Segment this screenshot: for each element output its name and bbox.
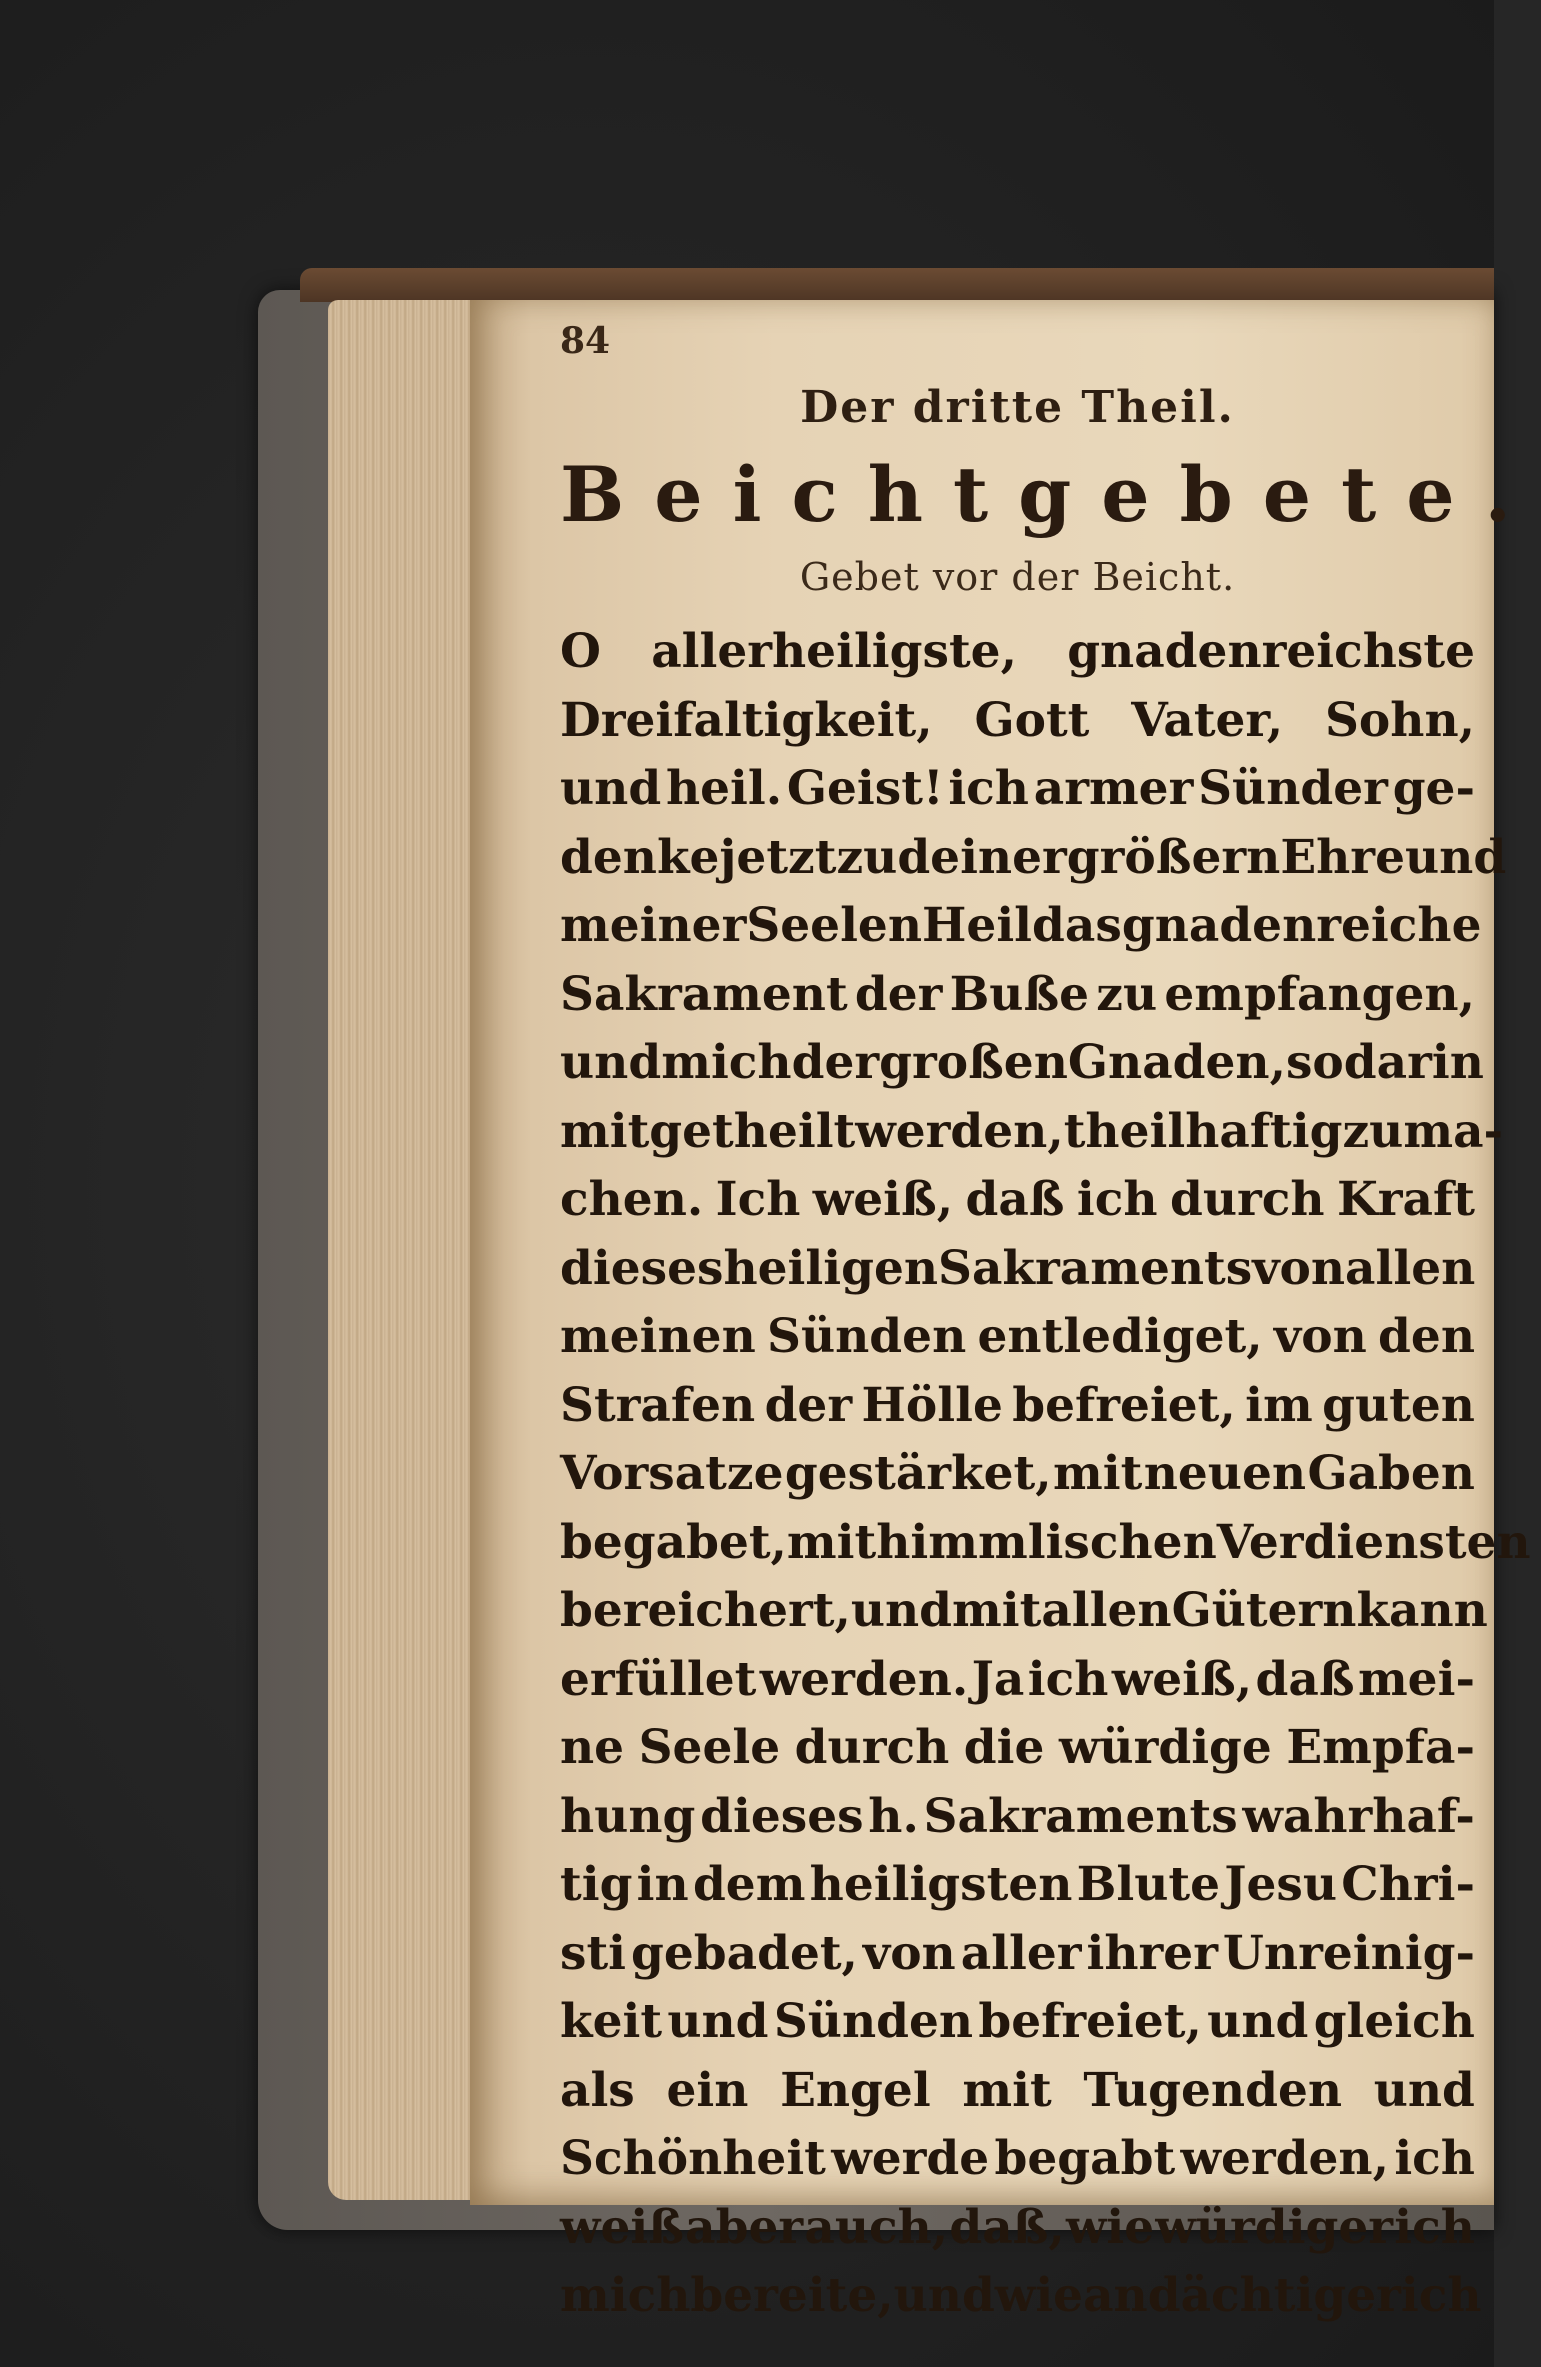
word: entlediget, xyxy=(977,1309,1263,1364)
word: wie xyxy=(1065,2199,1155,2255)
word: Kraft xyxy=(1336,1172,1475,1227)
word: in xyxy=(636,1857,689,1912)
word: mei- xyxy=(1357,1651,1475,1707)
word: von xyxy=(1252,1240,1346,1296)
word: Buße xyxy=(949,966,1090,1022)
word: guten xyxy=(1322,1377,1475,1433)
word: werden, xyxy=(1180,2131,1389,2186)
word: Dreifaltigkeit, xyxy=(560,692,933,748)
word: zu xyxy=(1342,1103,1404,1159)
word: mitgetheilt xyxy=(560,1103,856,1159)
page-text-area xyxy=(560,300,1541,2323)
word: der xyxy=(791,1035,880,1090)
word: größern xyxy=(1066,829,1281,885)
word: gleich xyxy=(1313,1994,1475,2049)
word: gnadenreichste xyxy=(1067,624,1475,679)
word: würdige xyxy=(1058,1720,1272,1775)
word: gestärket, xyxy=(784,1446,1052,1501)
word: werden. xyxy=(759,1651,969,1707)
word: und xyxy=(560,761,662,816)
word: Seelen xyxy=(746,898,923,953)
word: Gaben xyxy=(1307,1446,1475,1501)
word: großen xyxy=(879,1035,1068,1090)
prayer-subtitle: Gebet vor der Beicht. xyxy=(799,555,1236,599)
text-line xyxy=(560,687,1475,756)
word: durch xyxy=(1169,1172,1325,1227)
word: bereichert, xyxy=(560,1583,851,1638)
word: Sakraments xyxy=(923,1788,1238,1844)
word: gnadenreiche xyxy=(1121,898,1482,953)
word: das xyxy=(1032,898,1122,953)
text-line xyxy=(560,1988,1475,2057)
word: erfüllet xyxy=(560,1651,757,1707)
word: ihrer xyxy=(1086,1925,1218,1981)
word: himmlischen xyxy=(876,1514,1217,1570)
word: bereite, xyxy=(690,2268,894,2323)
word: und xyxy=(1207,1994,1309,2049)
word: Seele xyxy=(638,1720,781,1775)
word: den xyxy=(1378,1309,1475,1364)
word: h. xyxy=(868,1788,919,1844)
page-number: 84 xyxy=(560,320,611,362)
text-line xyxy=(560,2125,1475,2194)
word: der xyxy=(764,1377,853,1433)
word: Sünden xyxy=(773,1994,974,2049)
word: so xyxy=(1285,1035,1344,1090)
word: ich xyxy=(1394,2131,1475,2186)
word: allen xyxy=(1345,1240,1476,1296)
text-line xyxy=(560,892,1482,961)
word: wie xyxy=(994,2268,1084,2323)
word: dieses xyxy=(560,1240,724,1296)
text-line xyxy=(560,1646,1475,1715)
word: Sohn, xyxy=(1324,692,1475,748)
word: Heil xyxy=(922,898,1033,953)
word: durch xyxy=(794,1720,950,1775)
word: Sakraments xyxy=(938,1240,1253,1296)
word: ich xyxy=(948,761,1029,816)
word: Verdiensten xyxy=(1216,1514,1531,1570)
word: aber xyxy=(685,2199,804,2255)
text-line xyxy=(560,2262,1482,2331)
word: der xyxy=(854,966,943,1022)
word: und xyxy=(1373,2062,1475,2118)
word: und xyxy=(1404,829,1507,885)
text-line xyxy=(560,755,1475,824)
word: Jesu xyxy=(1224,1857,1338,1912)
word: Gott xyxy=(974,692,1090,748)
chapter-title: Beichtgebete. xyxy=(560,450,1541,539)
word: mich xyxy=(661,1035,792,1090)
text-line xyxy=(560,961,1475,1030)
word: Blute xyxy=(1076,1857,1221,1912)
word: heil. xyxy=(665,761,783,816)
book-page xyxy=(470,300,1541,2323)
word: Sakrament xyxy=(560,966,848,1022)
word: Schönheit xyxy=(560,2131,826,2186)
word: Strafen xyxy=(560,1377,756,1433)
word: zu xyxy=(836,829,898,885)
word: keit xyxy=(560,1994,663,2049)
word: wahrhaf- xyxy=(1242,1788,1475,1844)
word: ich xyxy=(1076,1172,1158,1227)
word: meiner xyxy=(560,898,747,953)
word: im xyxy=(1245,1377,1313,1433)
word: Vater, xyxy=(1131,692,1284,748)
word: die xyxy=(963,1720,1045,1775)
word: mit xyxy=(786,1514,877,1570)
word: mit xyxy=(952,1583,1042,1638)
word: daß xyxy=(1255,1651,1355,1707)
word: theilhaftig xyxy=(1063,1103,1343,1159)
text-line xyxy=(560,2057,1475,2126)
running-head: Der dritte Theil. xyxy=(800,382,1235,433)
word: und xyxy=(560,1035,662,1090)
word: werde xyxy=(831,2131,990,2186)
word: von xyxy=(862,1925,956,1981)
word: neuen xyxy=(1143,1446,1307,1501)
word: begabet, xyxy=(560,1514,787,1570)
word: dieses xyxy=(700,1788,864,1844)
word: ich xyxy=(1027,1651,1109,1707)
word: ein xyxy=(666,2062,749,2118)
word: dem xyxy=(692,1857,806,1912)
word: Sünder xyxy=(1198,761,1388,816)
word: heiligen xyxy=(723,1240,939,1296)
word: Engel xyxy=(780,2062,931,2118)
text-line xyxy=(560,1851,1475,1920)
text-line xyxy=(560,824,1507,893)
word: würdiger xyxy=(1155,2199,1394,2255)
text-line xyxy=(560,1783,1475,1852)
word: darin xyxy=(1343,1035,1484,1090)
word: Ehre xyxy=(1280,829,1405,885)
word: Empfa- xyxy=(1286,1720,1475,1775)
word: ne xyxy=(560,1720,625,1775)
text-line xyxy=(560,2194,1475,2263)
word: ich xyxy=(1394,2199,1475,2255)
word: Tugenden xyxy=(1083,2062,1343,2118)
word: tig xyxy=(560,1857,633,1912)
text-line xyxy=(560,1029,1484,1098)
text-line xyxy=(560,1440,1475,1509)
word: als xyxy=(560,2062,635,2118)
word: befreiet, xyxy=(1012,1377,1236,1433)
text-line xyxy=(560,1235,1475,1304)
word: armer xyxy=(1033,761,1194,816)
text-line xyxy=(560,1577,1488,1646)
word: zu xyxy=(1096,966,1158,1022)
word: weiß, xyxy=(812,1172,954,1227)
word: auch, xyxy=(804,2199,949,2255)
word: deiner xyxy=(897,829,1067,885)
word: ge- xyxy=(1392,761,1475,816)
word: von xyxy=(1273,1309,1367,1364)
word: werden, xyxy=(855,1103,1064,1159)
word: denke xyxy=(560,829,720,885)
text-line xyxy=(560,1920,1475,1989)
word: Hölle xyxy=(861,1377,1003,1433)
word: Vorsatze xyxy=(560,1446,784,1501)
word: Chri- xyxy=(1341,1857,1475,1912)
word: und xyxy=(893,2268,995,2323)
text-line xyxy=(560,1509,1531,1578)
word: weiß, xyxy=(1111,1651,1253,1707)
text-line xyxy=(560,1714,1475,1783)
text-line xyxy=(560,618,1475,687)
word: Geist! xyxy=(786,761,944,816)
word: hung xyxy=(560,1788,696,1844)
word: heiligsten xyxy=(809,1857,1073,1912)
word: und xyxy=(850,1583,953,1638)
word: andächtiger xyxy=(1083,2268,1401,2323)
word: jetzt xyxy=(719,829,837,885)
word: begabt xyxy=(994,2131,1176,2186)
text-line xyxy=(560,1166,1475,1235)
word: Ich xyxy=(715,1172,801,1227)
word: mit xyxy=(962,2062,1052,2118)
word: Sünden xyxy=(767,1309,967,1364)
text-line xyxy=(560,1098,1504,1167)
word: Gütern xyxy=(1171,1583,1357,1638)
word: ma- xyxy=(1403,1103,1504,1159)
word: ich xyxy=(1400,2268,1482,2323)
word: allerheiligste, xyxy=(651,624,1017,679)
word: und xyxy=(667,1994,769,2049)
prayer-body-text xyxy=(560,618,1531,2331)
word: chen. xyxy=(560,1172,704,1227)
word: Ja xyxy=(971,1651,1025,1707)
word: sti xyxy=(560,1925,627,1981)
text-line xyxy=(560,1372,1475,1441)
word: Unreinig- xyxy=(1222,1925,1475,1981)
word: mit xyxy=(1053,1446,1143,1501)
word: aller xyxy=(960,1925,1082,1981)
word: weiß xyxy=(560,2199,684,2255)
word: daß xyxy=(965,1172,1065,1227)
word: gebadet, xyxy=(631,1925,858,1981)
word: allen xyxy=(1041,1583,1172,1638)
word: meinen xyxy=(560,1309,756,1364)
word: empfangen, xyxy=(1164,966,1475,1022)
text-line xyxy=(560,1303,1475,1372)
word: befreiet, xyxy=(978,1994,1202,2049)
word: kann xyxy=(1356,1583,1488,1638)
word: daß, xyxy=(949,2199,1065,2255)
word: mich xyxy=(560,2268,691,2323)
word: Gnaden, xyxy=(1067,1035,1286,1090)
word: O xyxy=(560,624,601,679)
book-cover-top-edge xyxy=(300,268,1494,302)
